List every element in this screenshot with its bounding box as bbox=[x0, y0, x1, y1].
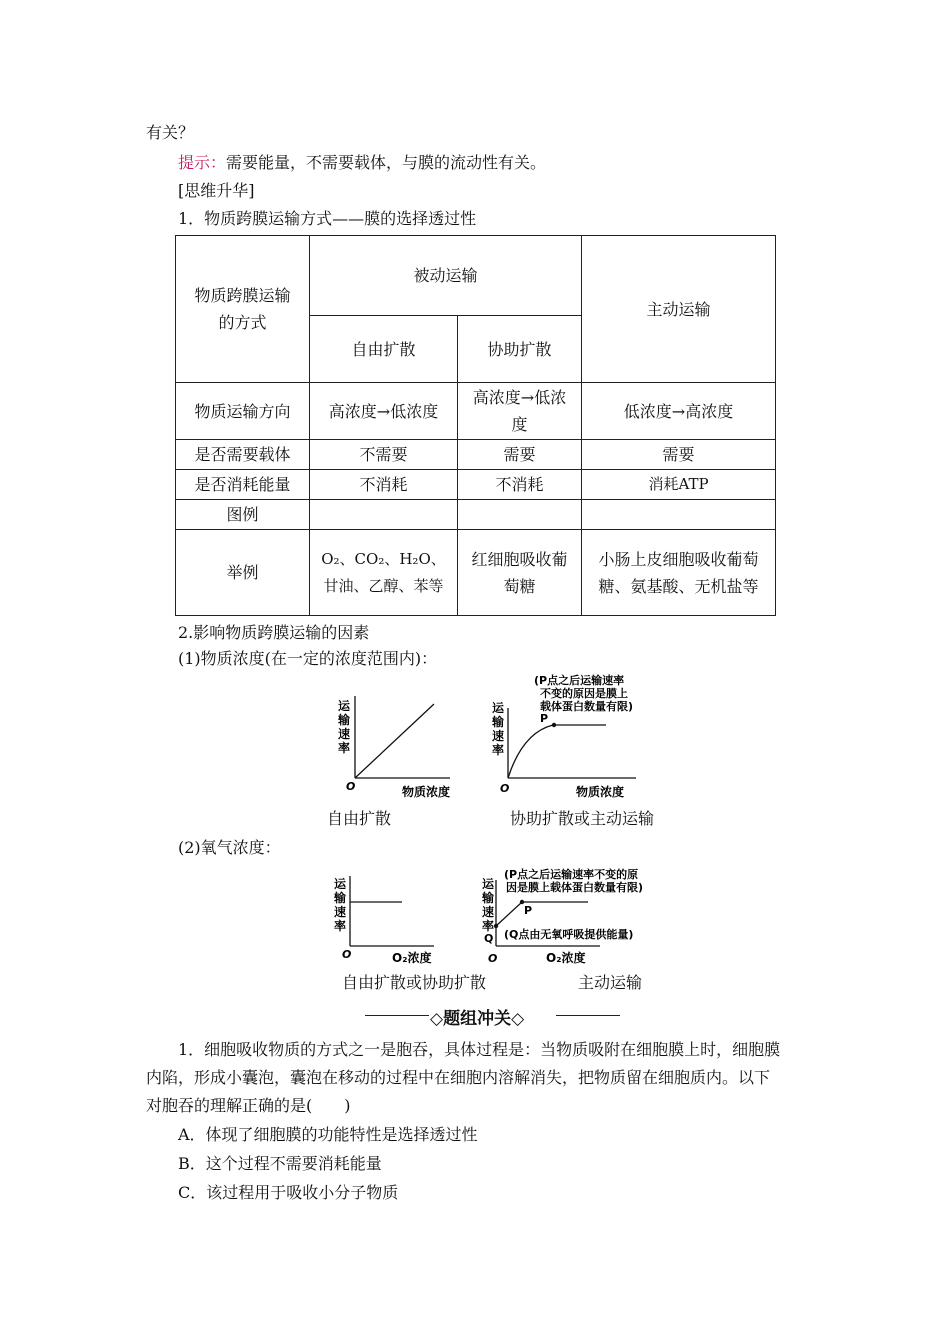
heading-1: 1．物质跨膜运输方式——膜的选择透过性 bbox=[178, 209, 477, 228]
y-label-char: 率 bbox=[338, 741, 351, 755]
graph-oxygen-passive bbox=[330, 872, 440, 968]
cell-free-text: O₂、CO₂、H₂O、甘油、乙醇、苯等 bbox=[321, 549, 446, 595]
origin-label: O bbox=[488, 952, 498, 965]
y-label-char: 输 bbox=[338, 713, 351, 727]
cell-free: 不消耗 bbox=[310, 470, 458, 500]
x-axis-label: O₂浓度 bbox=[392, 951, 432, 965]
origin-label: O bbox=[346, 780, 356, 793]
x-axis-label: 物质浓度 bbox=[576, 785, 625, 799]
y-label-char: 输 bbox=[482, 891, 495, 905]
y-label-char: 运 bbox=[338, 699, 351, 713]
table-row bbox=[176, 440, 776, 470]
divider-line-right bbox=[556, 1015, 620, 1016]
cell-free bbox=[310, 530, 458, 616]
table-row bbox=[176, 383, 776, 440]
graph-carrier-saturation bbox=[488, 672, 668, 806]
cell-active bbox=[582, 530, 776, 616]
cell-facilitated: 不消耗 bbox=[458, 470, 582, 500]
point-q-label: Q bbox=[484, 932, 494, 945]
header-passive: 被动运输 bbox=[310, 236, 582, 316]
cell-free: 不需要 bbox=[310, 440, 458, 470]
cell-facilitated bbox=[458, 500, 582, 530]
section-bracket: [思维升华] bbox=[178, 181, 255, 200]
caption-carrier-saturation: 协助扩散或主动运输 bbox=[510, 809, 655, 828]
y-label-char: 速 bbox=[334, 905, 347, 919]
x-axis-label: 物质浓度 bbox=[402, 785, 451, 799]
graph-note-line: 不变的原因是膜上 bbox=[540, 687, 628, 700]
hint-line bbox=[178, 150, 546, 173]
cell-active-text: 小肠上皮细胞吸收葡萄糖、氨基酸、无机盐等 bbox=[598, 549, 759, 596]
header-facilitated-diffusion: 协助扩散 bbox=[458, 316, 582, 383]
point-p-label: P bbox=[524, 904, 533, 917]
option-b: B．这个过程不需要消耗能量 bbox=[178, 1154, 382, 1173]
origin-label: O bbox=[342, 948, 352, 961]
y-label-char: 速 bbox=[338, 727, 351, 741]
continuation-line: 有关？ bbox=[146, 123, 195, 142]
transport-table bbox=[175, 235, 776, 616]
row-label: 物质运输方向 bbox=[176, 383, 310, 440]
question-line: 内陷，形成小囊泡，囊泡在移动的过程中在细胞内溶解消失，把物质留在细胞质内。以下 bbox=[146, 1068, 771, 1087]
graph-note-bottom: (Q点由无氧呼吸提供能量) bbox=[504, 928, 634, 941]
cell-facilitated bbox=[458, 383, 582, 440]
y-label-char: 运 bbox=[482, 877, 495, 891]
header-row-label bbox=[176, 236, 310, 383]
graph-note-line: 载体蛋白数量有限) bbox=[540, 700, 634, 713]
origin-label: O bbox=[500, 782, 510, 795]
table-row bbox=[176, 530, 776, 616]
graph-free-diffusion bbox=[330, 688, 470, 806]
graph-note-line: (P点之后运输速率 bbox=[534, 674, 625, 687]
cell-active: 需要 bbox=[582, 440, 776, 470]
header-active: 主动运输 bbox=[582, 236, 776, 383]
row-label: 图例 bbox=[176, 500, 310, 530]
cell-active: 消耗ATP bbox=[582, 470, 776, 500]
question-line: 对胞吞的理解正确的是( ) bbox=[146, 1096, 351, 1115]
option-a: A．体现了细胞膜的功能特性是选择透过性 bbox=[178, 1125, 478, 1144]
y-label-char: 速 bbox=[492, 729, 505, 743]
hint-text: 需要能量，不需要载体，与膜的流动性有关。 bbox=[226, 153, 547, 172]
y-label-char: 运 bbox=[492, 701, 505, 715]
question-line: 1．细胞吸收物质的方式之一是胞吞，具体过程是：当物质吸附在细胞膜上时，细胞膜 bbox=[178, 1040, 781, 1059]
cell-facilitated-text: 红细胞吸收葡萄糖 bbox=[471, 549, 568, 596]
point-p-label: P bbox=[540, 712, 549, 725]
row-label: 是否消耗能量 bbox=[176, 470, 310, 500]
row-label: 举例 bbox=[176, 530, 310, 616]
hint-label: 提示： bbox=[178, 153, 227, 172]
subheading-substance-concentration: (1)物质浓度(在一定的浓度范围内)： bbox=[178, 649, 438, 668]
graph-note-line: 因是膜上载体蛋白数量有限) bbox=[506, 881, 644, 894]
heading-2: 2.影响物质跨膜运输的因素 bbox=[178, 623, 370, 642]
table-row bbox=[176, 470, 776, 500]
cell-facilitated-text: 高浓度→低浓度 bbox=[472, 388, 567, 434]
subheading-oxygen-concentration: (2)氧气浓度： bbox=[178, 838, 281, 857]
cell-active: 低浓度→高浓度 bbox=[582, 383, 776, 440]
cell-facilitated bbox=[458, 530, 582, 616]
graph-oxygen-active bbox=[480, 866, 660, 968]
y-label-char: 率 bbox=[492, 743, 505, 757]
y-label-char: 率 bbox=[482, 919, 495, 933]
caption-oxygen-active: 主动运输 bbox=[578, 973, 643, 992]
cell-free: 高浓度→低浓度 bbox=[310, 383, 458, 440]
caption-free-diffusion: 自由扩散 bbox=[327, 809, 392, 828]
y-label-char: 输 bbox=[334, 891, 347, 905]
graph-note-line: (P点之后运输速率不变的原 bbox=[504, 868, 639, 881]
y-label-char: 速 bbox=[482, 905, 495, 919]
caption-oxygen-passive: 自由扩散或协助扩散 bbox=[342, 973, 487, 992]
row-label: 是否需要载体 bbox=[176, 440, 310, 470]
cell-free bbox=[310, 500, 458, 530]
divider-title: ◇题组冲关◇ bbox=[430, 1009, 525, 1029]
header-free-diffusion: 自由扩散 bbox=[310, 316, 458, 383]
header-row-label-text: 物质跨膜运输的方式 bbox=[194, 286, 291, 332]
cell-facilitated: 需要 bbox=[458, 440, 582, 470]
option-c: C．该过程用于吸收小分子物质 bbox=[178, 1183, 399, 1202]
y-label-char: 率 bbox=[334, 919, 347, 933]
y-label-char: 输 bbox=[492, 715, 505, 729]
cell-active bbox=[582, 500, 776, 530]
divider-line-left bbox=[365, 1015, 429, 1016]
table-row bbox=[176, 500, 776, 530]
x-axis-label: O₂浓度 bbox=[546, 951, 586, 965]
y-label-char: 运 bbox=[334, 877, 347, 891]
